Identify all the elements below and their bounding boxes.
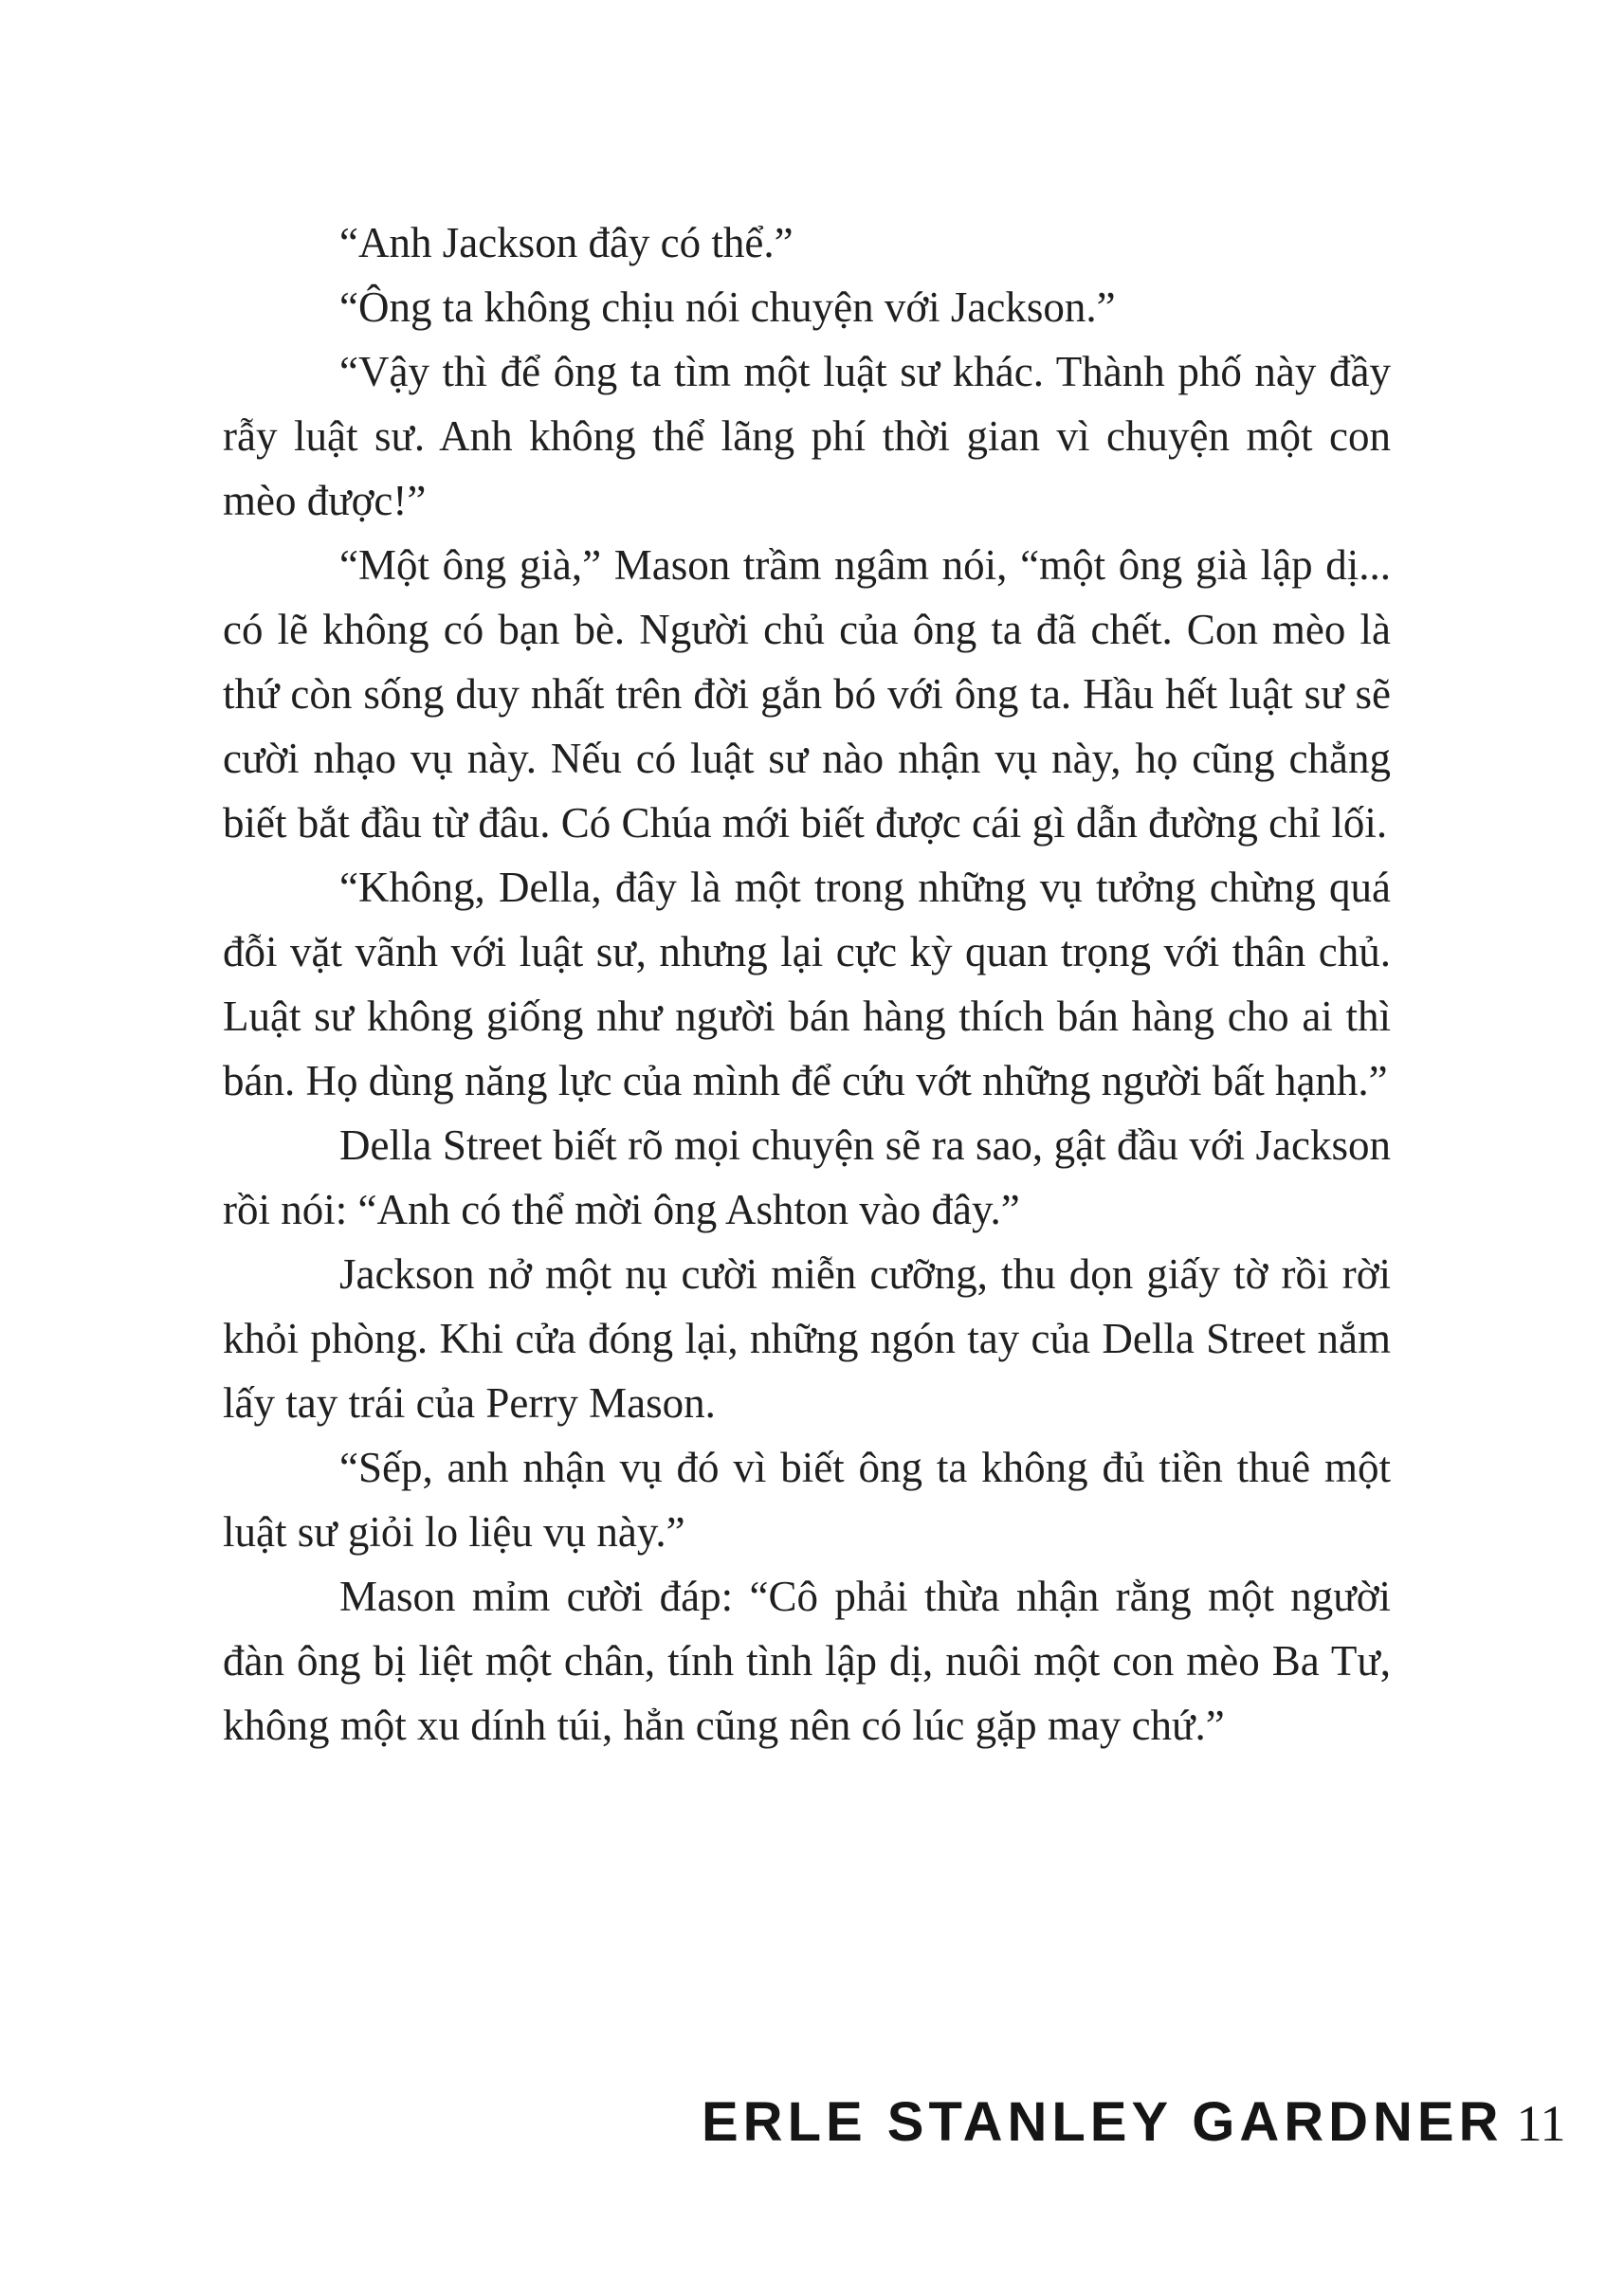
page-number: 11 <box>1516 2095 1566 2152</box>
paragraph: Mason mỉm cười đáp: “Cô phải thừa nhận rằng một người đàn ông bị liệt một chân, tính tình lập dị, nuôi một con mèo Ba Tư, không một xu dính túi, hẳn cũng nên có lúc gặp may chứ.” <box>223 1573 1391 1749</box>
paragraph: “Ông ta không chịu nói chuyện với Jackson.” <box>339 283 1116 331</box>
body-text <box>223 210 1391 1758</box>
paragraph: “Một ông già,” Mason trầm ngâm nói, “một ông già lập dị... có lẽ không có bạn bè. Người chủ của ông ta đã chết. Con mèo là thứ còn sống duy nhất trên đời gắn bó với ông ta. Hầu hết luật sư sẽ cười nhạo vụ này. Nếu có luật sư nào nhận vụ này, họ cũng chẳng biết bắt đầu từ đâu. Có Chúa mới biết được cái gì dẫn đường chỉ lối. <box>223 541 1391 847</box>
page-footer <box>702 2090 1566 2166</box>
footer-author: ERLE STANLEY GARDNER <box>702 2091 1504 2153</box>
paragraph: Della Street biết rõ mọi chuyện sẽ ra sao, gật đầu với Jackson rồi nói: “Anh có thể mời ông Ashton vào đây.” <box>223 1121 1391 1233</box>
paragraph: “Anh Jackson đây có thể.” <box>339 219 794 266</box>
paragraph: “Sếp, anh nhận vụ đó vì biết ông ta không đủ tiền thuê một luật sư giỏi lo liệu vụ này.” <box>223 1444 1391 1556</box>
paragraph: “Vậy thì để ông ta tìm một luật sư khác. Thành phố này đầy rẫy luật sư. Anh không thể lãng phí thời gian vì chuyện một con mèo được!” <box>223 348 1391 524</box>
paragraph: Jackson nở một nụ cười miễn cưỡng, thu dọn giấy tờ rồi rời khỏi phòng. Khi cửa đóng lại, những ngón tay của Della Street nắm lấy tay trái của Perry Mason. <box>223 1250 1391 1427</box>
paragraph: “Không, Della, đây là một trong những vụ tưởng chừng quá đỗi vặt vãnh với luật sư, nhưng lại cực kỳ quan trọng với thân chủ. Luật sư không giống như người bán hàng thích bán hàng cho ai thì bán. Họ dùng năng lực của mình để cứu vớt những người bất hạnh.” <box>223 864 1391 1104</box>
